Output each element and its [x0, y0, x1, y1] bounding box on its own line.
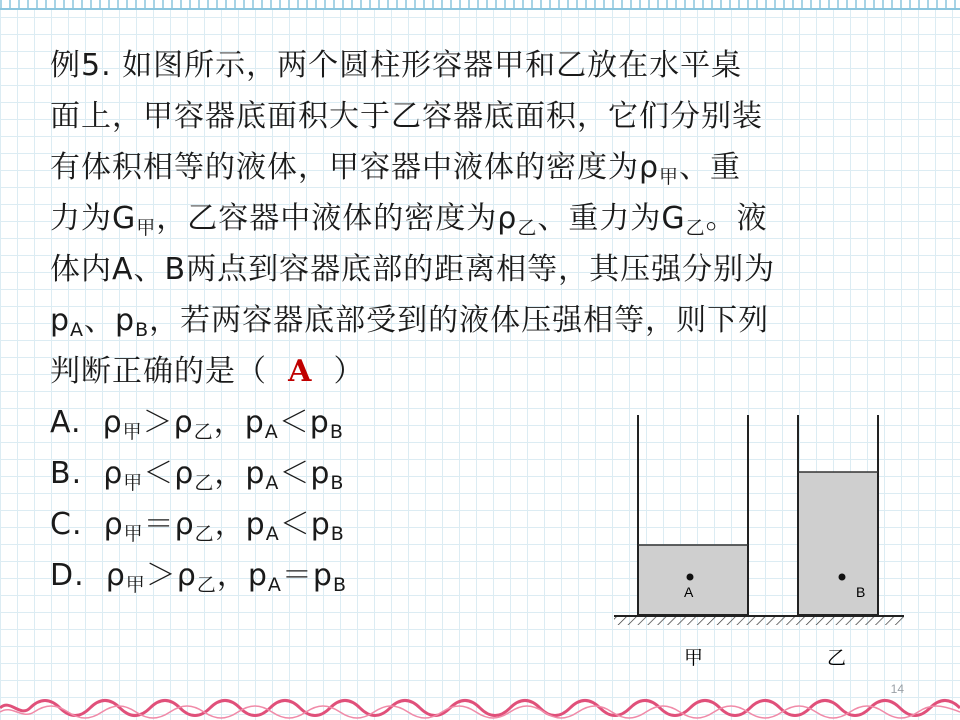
bottom-wave-border	[0, 692, 960, 720]
problem-line-4	[50, 193, 920, 244]
container-diagram	[600, 405, 920, 685]
option-d: D. $\rho_甲>\rho_乙$，$p_A=p_B$	[50, 558, 347, 596]
line-text: 力为G	[50, 201, 137, 236]
problem-line-3	[50, 142, 920, 193]
line-text: 面上，甲容器底面积大于乙容器底面积，它们分别装	[50, 99, 763, 134]
line-text: 例5. 如图所示，两个圆柱形容器甲和乙放在水平桌	[50, 48, 743, 83]
subscript: 甲	[136, 217, 157, 239]
problem-line-7	[50, 346, 920, 397]
line-text: 、重	[679, 150, 742, 185]
line-text: ）	[333, 354, 365, 389]
line-text: 体内A、B两点到容器底部的距离相等，其压强分别为	[50, 252, 776, 287]
line-text: 、p	[84, 303, 136, 338]
subscript: 乙	[685, 217, 706, 239]
option-b: B. $\rho_甲<\rho_乙$，$p_A<p_B$	[50, 456, 345, 494]
top-border	[0, 0, 960, 10]
problem-line-2	[50, 91, 920, 142]
answer-letter: A	[288, 354, 313, 389]
option-c: C. $\rho_甲=\rho_乙$，$p_A<p_B$	[50, 507, 345, 545]
subscript: 乙	[517, 217, 538, 239]
line-text: 。液	[705, 201, 768, 236]
line-text: 、重力为G	[537, 201, 686, 236]
liquid-right	[798, 472, 878, 615]
liquid-left	[638, 545, 748, 615]
point-b-dot	[839, 574, 846, 581]
option-letter: A.	[50, 405, 82, 440]
option-letter: B.	[50, 456, 83, 491]
problem-line-1	[50, 40, 920, 91]
line-text: ，乙容器中液体的密度为ρ	[156, 201, 518, 236]
option-letter: C.	[50, 507, 83, 542]
problem-line-6	[50, 295, 920, 346]
problem-line-5	[50, 244, 920, 295]
label-jia: 甲	[684, 647, 704, 669]
point-b-label: B	[856, 584, 866, 600]
line-text: p	[50, 303, 71, 338]
diagram-svg	[600, 405, 920, 685]
subscript: B	[135, 319, 150, 341]
page-number: 14	[890, 682, 904, 696]
point-a-dot	[687, 574, 694, 581]
subscript: A	[70, 319, 85, 341]
line-text: ，若两容器底部受到的液体压强相等，则下列	[149, 303, 770, 338]
option-a: A. $\rho_甲>\rho_乙$，$p_A<p_B$	[50, 405, 344, 443]
option-letter: D.	[50, 558, 85, 593]
subscript: 甲	[659, 166, 680, 188]
line-text: 判断正确的是（	[50, 354, 267, 389]
label-yi: 乙	[827, 647, 847, 669]
line-text: 有体积相等的液体，甲容器中液体的密度为ρ	[50, 150, 660, 185]
point-a-label: A	[684, 584, 694, 600]
table-hatch	[614, 616, 904, 625]
